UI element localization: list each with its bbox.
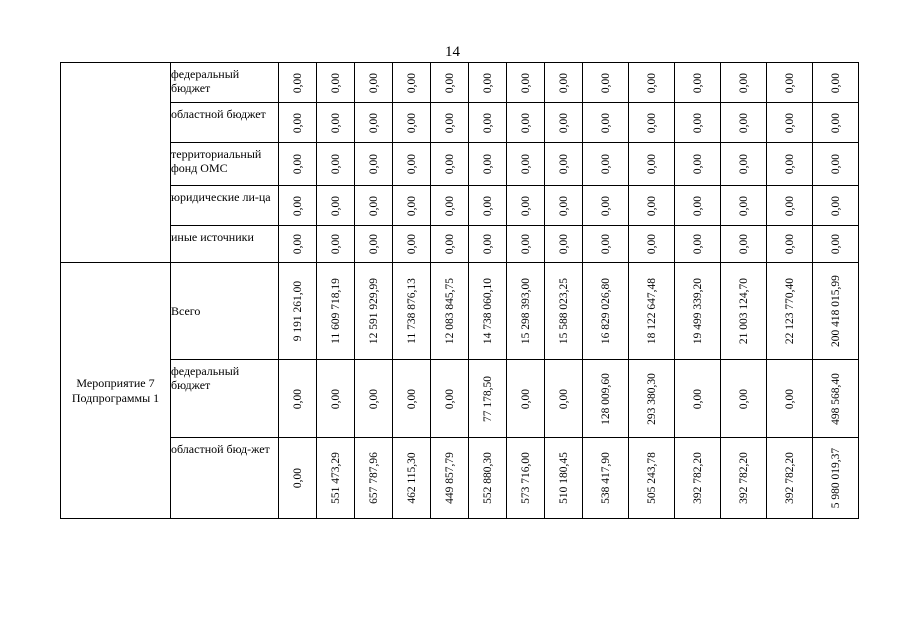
value-text: 0,00 xyxy=(691,195,704,216)
value-text: 0,00 xyxy=(367,388,380,409)
value-text: 0,00 xyxy=(829,195,842,216)
value-cell xyxy=(393,186,431,226)
value-text: 0,00 xyxy=(519,72,532,93)
value-cell xyxy=(317,63,355,103)
value-cell xyxy=(721,103,767,143)
value-text: 0,00 xyxy=(329,153,342,175)
value-text: 0,00 xyxy=(367,153,380,175)
value-text: 0,00 xyxy=(519,112,532,133)
value-text: 15 588 023,25 xyxy=(557,277,570,345)
table-row xyxy=(61,186,859,226)
value-cell xyxy=(507,438,545,519)
value-text: 0,00 xyxy=(367,72,380,93)
value-cell xyxy=(629,103,675,143)
value-cell xyxy=(469,438,507,519)
value-cell xyxy=(317,263,355,360)
value-cell xyxy=(767,186,813,226)
funding-source-label: юридические ли-ца xyxy=(171,186,279,226)
value-text: 0,00 xyxy=(645,153,658,175)
value-cell xyxy=(545,186,583,226)
value-text: 657 787,96 xyxy=(367,452,380,504)
value-text: 0,00 xyxy=(291,195,304,216)
table-row xyxy=(61,360,859,438)
value-cell xyxy=(583,226,629,263)
value-text: 0,00 xyxy=(645,112,658,133)
value-text: 551 473,29 xyxy=(329,452,342,504)
value-text: 0,00 xyxy=(645,72,658,93)
value-cell xyxy=(317,360,355,438)
value-cell xyxy=(675,226,721,263)
value-text: 128 009,60 xyxy=(599,372,612,425)
value-text: 0,00 xyxy=(481,195,494,216)
value-cell xyxy=(317,103,355,143)
value-cell xyxy=(675,63,721,103)
value-cell xyxy=(583,263,629,360)
value-cell xyxy=(393,263,431,360)
value-text: 0,00 xyxy=(599,72,612,93)
value-cell xyxy=(629,186,675,226)
value-cell xyxy=(721,438,767,519)
value-text: 0,00 xyxy=(329,233,342,255)
page-number: 14 xyxy=(445,44,460,60)
value-cell xyxy=(317,143,355,186)
value-text: 0,00 xyxy=(691,112,704,133)
value-text: 0,00 xyxy=(481,72,494,93)
funding-source-label: областной бюджет xyxy=(171,103,279,143)
value-text: 510 180,45 xyxy=(557,452,570,504)
value-text: 9 191 261,00 xyxy=(291,280,304,342)
table-row xyxy=(61,438,859,519)
value-text: 12 591 929,99 xyxy=(367,277,380,345)
value-text: 0,00 xyxy=(443,72,456,93)
value-cell xyxy=(675,438,721,519)
value-cell xyxy=(355,263,393,360)
value-text: 0,00 xyxy=(329,388,342,409)
value-cell xyxy=(507,263,545,360)
value-cell xyxy=(431,360,469,438)
value-text: 0,00 xyxy=(405,233,418,255)
value-cell xyxy=(629,143,675,186)
value-cell xyxy=(675,186,721,226)
value-text: 0,00 xyxy=(557,388,570,409)
value-text: 0,00 xyxy=(645,233,658,255)
value-text: 392 782,20 xyxy=(783,452,796,504)
value-cell xyxy=(545,263,583,360)
value-text: 0,00 xyxy=(557,72,570,93)
value-text: 0,00 xyxy=(557,233,570,255)
value-text: 0,00 xyxy=(783,112,796,133)
value-text: 200 418 015,99 xyxy=(829,275,842,347)
value-cell xyxy=(355,143,393,186)
value-cell xyxy=(393,143,431,186)
value-text: 0,00 xyxy=(367,233,380,255)
value-text: 0,00 xyxy=(829,112,842,133)
value-cell xyxy=(469,226,507,263)
value-text: 0,00 xyxy=(783,233,796,255)
value-text: 0,00 xyxy=(783,153,796,175)
value-text: 0,00 xyxy=(829,233,842,255)
value-text: 0,00 xyxy=(783,72,796,93)
value-cell xyxy=(279,360,317,438)
value-text: 14 738 060,10 xyxy=(481,277,494,345)
value-text: 0,00 xyxy=(737,388,750,409)
value-text: 0,00 xyxy=(291,112,304,133)
value-cell xyxy=(431,143,469,186)
value-text: 0,00 xyxy=(443,233,456,255)
value-text: 0,00 xyxy=(443,153,456,175)
value-text: 449 857,79 xyxy=(443,452,456,504)
value-text: 0,00 xyxy=(599,195,612,216)
table-row xyxy=(61,143,859,186)
value-text: 0,00 xyxy=(405,388,418,409)
value-cell xyxy=(507,360,545,438)
value-text: 16 829 026,80 xyxy=(599,277,612,345)
value-text: 0,00 xyxy=(329,112,342,133)
value-text: 392 782,20 xyxy=(691,452,704,504)
value-text: 0,00 xyxy=(557,153,570,175)
value-cell xyxy=(813,103,859,143)
value-text: 0,00 xyxy=(599,153,612,175)
value-cell xyxy=(583,186,629,226)
value-cell xyxy=(469,263,507,360)
value-cell xyxy=(583,438,629,519)
measure-name-cell: Мероприятие 7 Подпрограммы 1 xyxy=(61,263,171,519)
value-cell xyxy=(545,226,583,263)
funding-source-label: федеральный бюджет xyxy=(171,360,279,438)
value-text: 538 417,90 xyxy=(599,452,612,504)
value-cell xyxy=(317,226,355,263)
value-cell xyxy=(813,143,859,186)
value-cell xyxy=(629,263,675,360)
value-cell xyxy=(583,63,629,103)
funding-source-label: территориальный фонд ОМС xyxy=(171,143,279,186)
value-cell xyxy=(507,103,545,143)
value-cell xyxy=(629,63,675,103)
value-text: 0,00 xyxy=(829,153,842,175)
value-text: 0,00 xyxy=(737,153,750,175)
value-cell xyxy=(507,143,545,186)
value-text: 0,00 xyxy=(519,195,532,216)
value-text: 0,00 xyxy=(443,388,456,409)
value-cell xyxy=(767,360,813,438)
value-cell xyxy=(675,360,721,438)
value-cell xyxy=(393,103,431,143)
value-cell xyxy=(431,63,469,103)
value-cell xyxy=(279,186,317,226)
value-text: 77 178,50 xyxy=(481,375,494,422)
measure-name-cell xyxy=(61,63,171,263)
value-cell xyxy=(507,186,545,226)
table-body xyxy=(61,63,859,519)
value-cell xyxy=(469,143,507,186)
value-text: 0,00 xyxy=(291,388,304,409)
value-cell xyxy=(431,186,469,226)
value-text: 0,00 xyxy=(291,233,304,255)
value-cell xyxy=(279,226,317,263)
value-cell xyxy=(507,63,545,103)
value-cell xyxy=(767,263,813,360)
value-cell xyxy=(767,103,813,143)
value-text: 0,00 xyxy=(481,153,494,175)
value-text: 552 880,30 xyxy=(481,452,494,504)
value-cell xyxy=(393,360,431,438)
value-cell xyxy=(317,186,355,226)
value-text: 498 568,40 xyxy=(829,372,842,425)
value-text: 0,00 xyxy=(737,112,750,133)
value-text: 0,00 xyxy=(405,195,418,216)
value-cell xyxy=(813,186,859,226)
value-text: 0,00 xyxy=(405,112,418,133)
value-text: 0,00 xyxy=(519,233,532,255)
value-text: 0,00 xyxy=(737,233,750,255)
value-cell xyxy=(813,360,859,438)
value-cell xyxy=(721,360,767,438)
value-cell xyxy=(545,360,583,438)
funding-source-label: иные источники xyxy=(171,226,279,263)
value-cell xyxy=(469,186,507,226)
value-text: 392 782,20 xyxy=(737,452,750,504)
value-text: 0,00 xyxy=(691,72,704,93)
value-cell xyxy=(355,186,393,226)
value-text: 11 738 876,13 xyxy=(405,278,418,344)
value-text: 22 123 770,40 xyxy=(783,277,796,345)
value-cell xyxy=(355,438,393,519)
value-text: 0,00 xyxy=(783,195,796,216)
value-text: 18 122 647,48 xyxy=(645,277,658,345)
value-text: 0,00 xyxy=(557,112,570,133)
value-cell xyxy=(767,438,813,519)
budget-table xyxy=(60,62,859,519)
value-text: 0,00 xyxy=(481,112,494,133)
value-text: 0,00 xyxy=(405,72,418,93)
value-text: 0,00 xyxy=(481,233,494,255)
value-cell xyxy=(317,438,355,519)
value-cell xyxy=(545,103,583,143)
value-text: 0,00 xyxy=(329,195,342,216)
value-text: 15 298 393,00 xyxy=(519,277,532,345)
value-cell xyxy=(393,438,431,519)
funding-source-label: Всего xyxy=(171,263,279,360)
value-cell xyxy=(279,143,317,186)
value-cell xyxy=(279,103,317,143)
value-text: 0,00 xyxy=(291,467,304,489)
value-text: 0,00 xyxy=(691,153,704,175)
value-text: 0,00 xyxy=(405,153,418,175)
value-cell xyxy=(355,103,393,143)
value-text: 11 609 718,19 xyxy=(329,278,342,344)
table-row xyxy=(61,263,859,360)
value-cell xyxy=(583,143,629,186)
value-cell xyxy=(545,143,583,186)
value-cell xyxy=(721,143,767,186)
value-cell xyxy=(545,63,583,103)
value-text: 0,00 xyxy=(737,72,750,93)
value-cell xyxy=(431,103,469,143)
value-text: 293 380,30 xyxy=(645,372,658,425)
value-text: 0,00 xyxy=(367,112,380,133)
value-text: 0,00 xyxy=(367,195,380,216)
value-cell xyxy=(279,263,317,360)
value-cell xyxy=(767,63,813,103)
value-text: 0,00 xyxy=(829,72,842,93)
value-cell xyxy=(767,226,813,263)
value-cell xyxy=(675,143,721,186)
value-cell xyxy=(675,103,721,143)
value-text: 19 499 339,20 xyxy=(691,277,704,345)
value-cell xyxy=(393,226,431,263)
value-cell xyxy=(583,103,629,143)
value-cell xyxy=(431,226,469,263)
value-text: 0,00 xyxy=(645,195,658,216)
value-cell xyxy=(629,226,675,263)
value-cell xyxy=(721,63,767,103)
value-text: 5 980 019,37 xyxy=(829,447,842,509)
value-cell xyxy=(629,360,675,438)
value-cell xyxy=(469,103,507,143)
value-text: 0,00 xyxy=(599,112,612,133)
value-cell xyxy=(431,263,469,360)
value-text: 0,00 xyxy=(519,153,532,175)
value-cell xyxy=(279,63,317,103)
value-text: 21 003 124,70 xyxy=(737,277,750,345)
value-text: 0,00 xyxy=(291,72,304,93)
value-cell xyxy=(393,63,431,103)
value-cell xyxy=(629,438,675,519)
value-cell xyxy=(469,63,507,103)
value-cell xyxy=(583,360,629,438)
value-text: 0,00 xyxy=(783,388,796,409)
value-text: 0,00 xyxy=(599,233,612,255)
funding-source-label: областной бюд-жет xyxy=(171,438,279,519)
table-row xyxy=(61,226,859,263)
value-text: 0,00 xyxy=(329,72,342,93)
value-cell xyxy=(355,226,393,263)
value-text: 0,00 xyxy=(737,195,750,216)
value-cell xyxy=(545,438,583,519)
value-text: 12 083 845,75 xyxy=(443,277,456,345)
value-cell xyxy=(469,360,507,438)
value-cell xyxy=(721,186,767,226)
value-text: 0,00 xyxy=(443,112,456,133)
value-text: 462 115,30 xyxy=(405,452,418,504)
value-cell xyxy=(721,226,767,263)
value-cell xyxy=(675,263,721,360)
value-cell xyxy=(813,263,859,360)
value-cell xyxy=(355,360,393,438)
value-text: 0,00 xyxy=(291,153,304,175)
value-cell xyxy=(431,438,469,519)
value-text: 505 243,78 xyxy=(645,452,658,504)
value-text: 0,00 xyxy=(691,388,704,409)
value-cell xyxy=(507,226,545,263)
value-cell xyxy=(813,226,859,263)
value-text: 0,00 xyxy=(519,388,532,409)
value-cell xyxy=(355,63,393,103)
value-text: 0,00 xyxy=(691,233,704,255)
funding-source-label: федеральный бюджет xyxy=(171,63,279,103)
value-cell xyxy=(767,143,813,186)
value-cell xyxy=(279,438,317,519)
value-cell xyxy=(813,63,859,103)
value-text: 573 716,00 xyxy=(519,452,532,504)
value-text: 0,00 xyxy=(557,195,570,216)
table-row xyxy=(61,103,859,143)
value-cell xyxy=(813,438,859,519)
value-cell xyxy=(721,263,767,360)
table-row xyxy=(61,63,859,103)
value-text: 0,00 xyxy=(443,195,456,216)
